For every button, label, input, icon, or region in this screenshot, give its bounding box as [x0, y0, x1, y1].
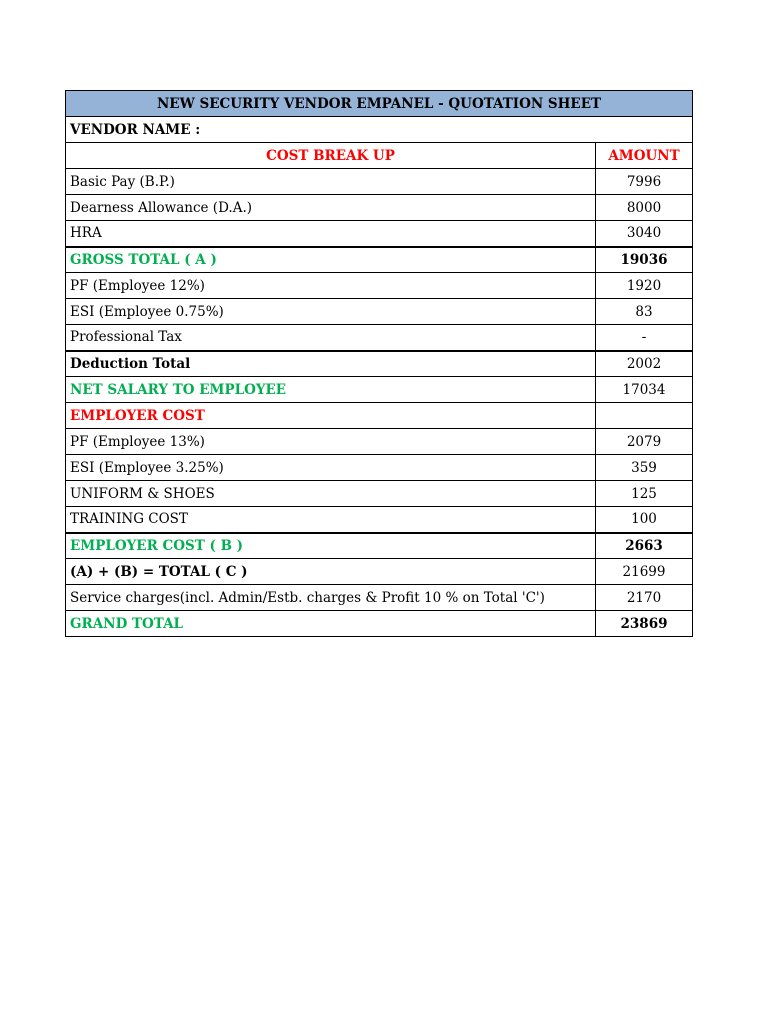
row-amount: 2079	[596, 429, 693, 455]
table-row	[66, 273, 693, 299]
row-amount: 100	[596, 507, 693, 533]
table-row	[66, 247, 693, 273]
row-amount: 17034	[596, 377, 693, 403]
table-row	[66, 585, 693, 611]
row-amount: 21699	[596, 559, 693, 585]
row-label: EMPLOYER COST ( B )	[66, 533, 596, 559]
vendor-row	[66, 117, 693, 143]
row-amount: 7996	[596, 169, 693, 195]
vendor-name-label: VENDOR NAME :	[66, 117, 693, 143]
table-row	[66, 507, 693, 533]
row-label: Professional Tax	[66, 325, 596, 351]
quotation-table-body	[66, 91, 693, 637]
row-amount: 359	[596, 455, 693, 481]
row-amount: 125	[596, 481, 693, 507]
table-row	[66, 299, 693, 325]
row-label: NET SALARY TO EMPLOYEE	[66, 377, 596, 403]
row-amount: 8000	[596, 195, 693, 221]
table-row	[66, 429, 693, 455]
table-row	[66, 377, 693, 403]
table-row	[66, 533, 693, 559]
row-amount: 3040	[596, 221, 693, 247]
row-amount: 2170	[596, 585, 693, 611]
table-row	[66, 559, 693, 585]
row-amount: 19036	[596, 247, 693, 273]
row-label: GRAND TOTAL	[66, 611, 596, 637]
row-label: Dearness Allowance (D.A.)	[66, 195, 596, 221]
row-amount: 2002	[596, 351, 693, 377]
table-row	[66, 611, 693, 637]
quotation-table	[65, 90, 693, 637]
row-amount: 1920	[596, 273, 693, 299]
row-label: Basic Pay (B.P.)	[66, 169, 596, 195]
title-row	[66, 91, 693, 117]
row-label: (A) + (B) = TOTAL ( C )	[66, 559, 596, 585]
amount-header: AMOUNT	[596, 143, 693, 169]
row-amount: 83	[596, 299, 693, 325]
table-row	[66, 195, 693, 221]
row-amount: 2663	[596, 533, 693, 559]
table-row	[66, 455, 693, 481]
row-label: GROSS TOTAL ( A )	[66, 247, 596, 273]
table-row	[66, 481, 693, 507]
sheet-title: NEW SECURITY VENDOR EMPANEL - QUOTATION SHEET	[66, 91, 693, 117]
row-amount: 23869	[596, 611, 693, 637]
row-label: HRA	[66, 221, 596, 247]
table-row	[66, 351, 693, 377]
row-label: UNIFORM & SHOES	[66, 481, 596, 507]
table-row	[66, 403, 693, 429]
row-label: Deduction Total	[66, 351, 596, 377]
row-label: TRAINING COST	[66, 507, 596, 533]
row-amount: -	[596, 325, 693, 351]
cost-break-up-header: COST BREAK UP	[66, 143, 596, 169]
table-row	[66, 325, 693, 351]
row-label: EMPLOYER COST	[66, 403, 596, 429]
row-label: ESI (Employee 3.25%)	[66, 455, 596, 481]
row-label: PF (Employee 12%)	[66, 273, 596, 299]
row-label: PF (Employee 13%)	[66, 429, 596, 455]
row-label: Service charges(incl. Admin/Estb. charges & Profit 10 % on Total 'C')	[66, 585, 596, 611]
row-amount	[596, 403, 693, 429]
table-row	[66, 221, 693, 247]
row-label: ESI (Employee 0.75%)	[66, 299, 596, 325]
table-row	[66, 169, 693, 195]
header-row	[66, 143, 693, 169]
